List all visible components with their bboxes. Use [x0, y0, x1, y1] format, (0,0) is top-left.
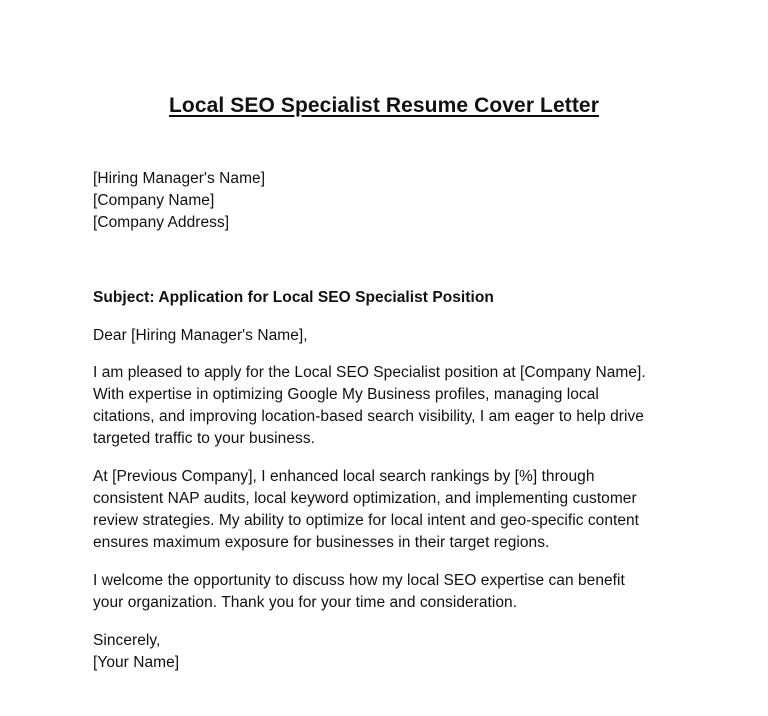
signoff-text: Sincerely, — [93, 632, 161, 649]
paragraph-intro — [93, 362, 693, 450]
paragraph-line: With expertise in optimizing Google My Business profiles, managing local — [93, 386, 599, 403]
document-title: Local SEO Specialist Resume Cover Letter — [169, 94, 599, 117]
paragraph-experience — [93, 466, 693, 554]
signoff-block — [93, 630, 693, 674]
paragraph-closing — [93, 570, 693, 614]
paragraph-line: I am pleased to apply for the Local SEO Specialist position at [Company Name]. — [93, 364, 646, 381]
recipient-name: [Hiring Manager's Name] — [93, 170, 266, 187]
paragraph-line: I welcome the opportunity to discuss how my local SEO expertise can benefit — [93, 572, 625, 589]
paragraph-line: citations, and improving location-based search visibility, I am eager to help drive — [93, 408, 644, 425]
paragraph-line: At [Previous Company], I enhanced local search rankings by [%] through — [93, 468, 595, 485]
paragraph-line: targeted traffic to your business. — [93, 430, 315, 447]
subject-line: Subject: Application for Local SEO Specialist Position — [93, 289, 494, 306]
paragraph-line: consistent NAP audits, local keyword optimization, and implementing customer — [93, 490, 637, 507]
paragraph-line: your organization. Thank you for your time and consideration. — [93, 594, 518, 611]
paragraph-line: review strategies. My ability to optimize for local intent and geo-specific content — [93, 512, 640, 529]
signer-name: [Your Name] — [93, 654, 180, 671]
recipient-address: [Company Address] — [93, 214, 230, 231]
recipient-block — [93, 168, 693, 234]
recipient-company: [Company Name] — [93, 192, 215, 209]
paragraph-line: ensures maximum exposure for businesses in their target regions. — [93, 534, 550, 551]
salutation: Dear [Hiring Manager's Name], — [93, 327, 308, 344]
